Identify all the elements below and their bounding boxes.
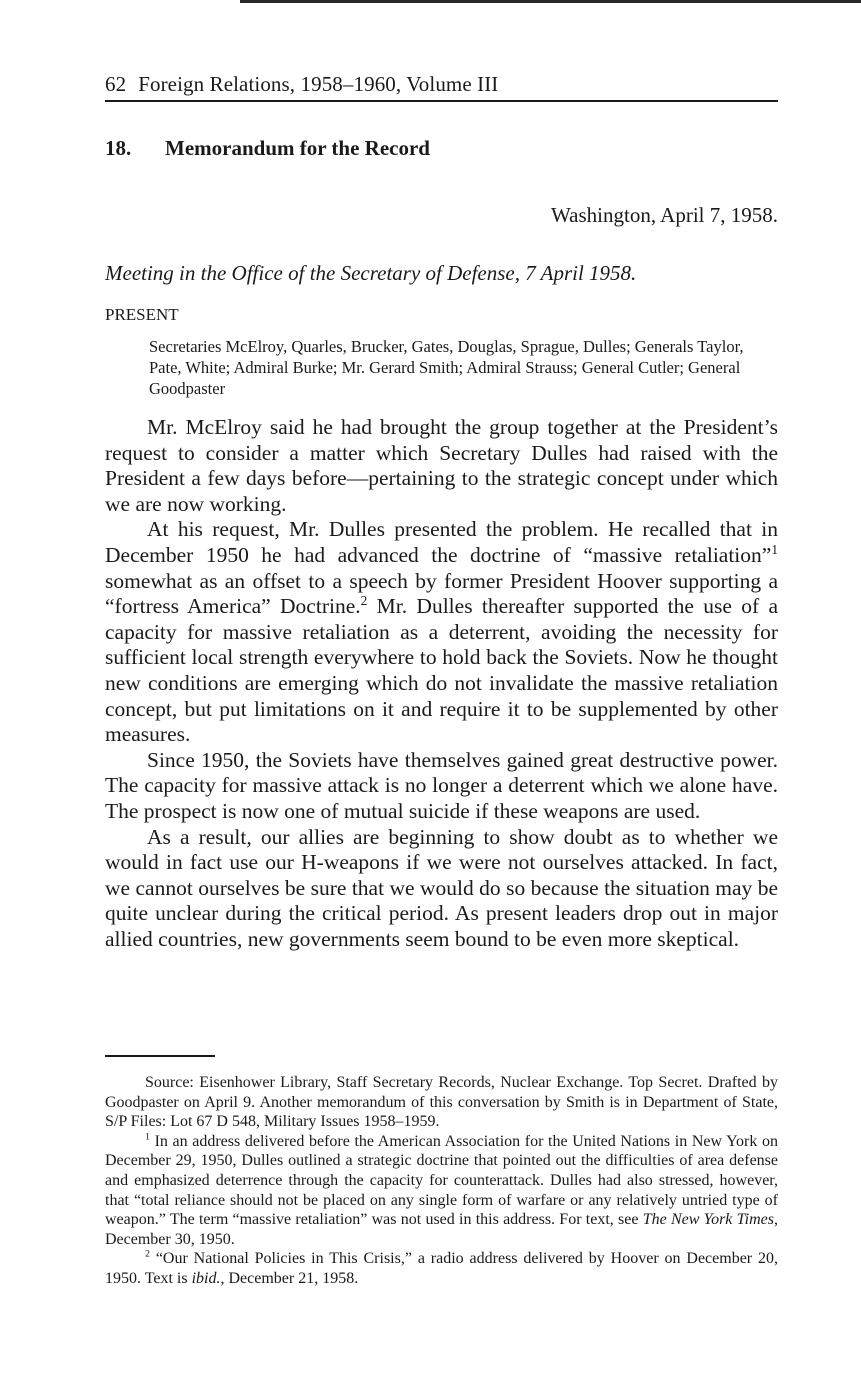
page-number: 62 (105, 72, 127, 96)
body-paragraph-4: As a result, our allies are beginning to show doubt as to whether we would in fact use our H-weapons if we were not ourselves attacked. In fact, we cannot ourselves be sure that we would do so because the situation may be quite unclear during the critical period. As present leaders drop out in major allied countries, new governments seem bound to be even more skeptical. (105, 824, 778, 951)
body-paragraph-3: Since 1950, the Soviets have themselves gained great destructive power. The capacity for massive attack is no longer a deterrent which we alone have. The prospect is now one of mutual suicide if these weapons are used. (105, 747, 778, 823)
meeting-line: Meeting in the Office of the Secretary of Defense, 7 April 1958. (105, 261, 637, 285)
memorandum-body (105, 415, 778, 952)
source-note: Source: Eisenhower Library, Staff Secretary Records, Nuclear Exchange. Top Secret. Drafted by Goodpaster on April 9. Another memorandum of this conversation by Smith is in Department of State, S/P Files: Lot 67 D 548, Military Issues 1958–1959. (105, 1074, 778, 1131)
paragraph-2-part-a: At his request, Mr. Dulles presented the problem. He recalled that in December 1950 he had advanced the doctrine of “massive retaliation” (105, 517, 778, 567)
footnote-2-text: “Our National Policies in This Crisis,” a radio address delivered by Hoover on December 20, 1950. Text is (105, 1250, 778, 1287)
volume-title: Foreign Relations, 1958–1960, Volume III (138, 72, 499, 96)
footnote-1-text: In an address delivered before the American Association for the United Nations in New York on December 29, 1950, Dulles outlined a strategic doctrine that pointed out the difficulties of area defense and emphasized deterrence through the capacity for counterattack. Dulles had also stressed, however, that “total reliance should not be placed on any single form of warfare or any relatively untried type of weapon.” The term “massive retaliation” was not used in this address. For text, see (105, 1132, 778, 1229)
paragraph-2-part-c: Mr. Dulles thereafter supported the use of a capacity for massive retaliation as a deterrent, avoiding the necessity for sufficient local strength everywhere to hold back the Soviets. Now he thought new conditions are emerging which do not invalidate the massive retaliation concept, but put limitations on it and require it to be supplemented by other measures. (105, 594, 779, 747)
document-title: Memorandum for the Record (165, 136, 430, 160)
present-list: Secretaries McElroy, Quarles, Brucker, Gates, Douglas, Sprague, Dulles; Generals Taylor, Pate, White; Admiral Burke; Mr. Gerard Smith; Admiral Strauss; General Cutler; General Goodpaster (149, 337, 744, 398)
footnote-2-mark: 2 (145, 1249, 150, 1261)
footnote-1-italic: The New York Times (642, 1211, 774, 1229)
footnote-1-mark: 1 (145, 1131, 150, 1143)
document-number: 18. (105, 136, 132, 160)
footnote-ref-1: 1 (771, 541, 778, 557)
body-paragraph-1: Mr. McElroy said he had brought the group together at the President’s request to consider a matter which Secretary Dulles had raised with the President a few days before—pertaining to the strategic concept under which we are now working. (105, 415, 778, 516)
footnote-1 (105, 1132, 778, 1250)
document-heading (105, 134, 430, 162)
footnote-1-end: , December 30, 1950. (105, 1211, 778, 1248)
dateline: Washington, April 7, 1958. (551, 203, 778, 227)
top-edge-rule (240, 0, 861, 3)
present-label: PRESENT (105, 305, 179, 324)
footnote-2 (105, 1249, 778, 1288)
footnote-ref-2: 2 (360, 593, 368, 608)
body-paragraph-2 (105, 517, 778, 747)
footnote-2-italic: ibid. (191, 1269, 221, 1287)
running-head (105, 70, 778, 102)
paragraph-2-part-b: somewhat as an offset to a speech by former President Hoover supporting a “fortress America” Doctrine. (105, 568, 778, 619)
footnote-2-end: , December 21, 1958. (220, 1269, 359, 1287)
footnote-separator (105, 1055, 215, 1057)
footnotes (105, 1073, 778, 1289)
